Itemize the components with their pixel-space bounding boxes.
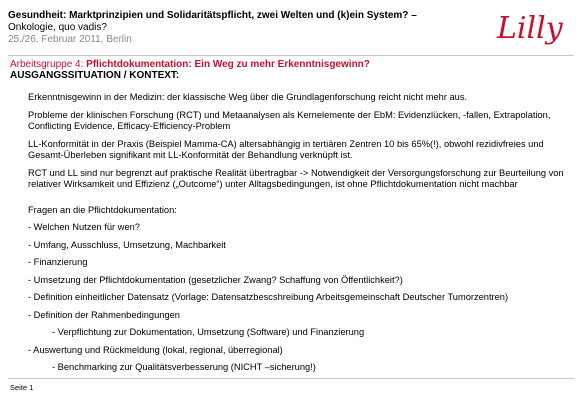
slide-header <box>8 10 488 46</box>
workgroup-prefix: Arbeitsgruppe 4: <box>10 59 87 70</box>
footer-divider <box>8 378 574 379</box>
question-subitem: - Verpflichtung zur Dokumentation, Umsetzung (Software) und Finanzierung <box>52 327 365 337</box>
question-item: - Auswertung und Rückmeldung (lokal, regional, überregional) <box>28 344 283 355</box>
situation-heading: AUSGANGSSITUATION / KONTEXT: <box>10 70 180 81</box>
workgroup-title: Pflichtdokumentation: Ein Weg zu mehr Erkenntnisgewinn? <box>86 59 370 70</box>
conference-subtitle: Onkologie, quo vadis? <box>8 22 107 33</box>
context-paragraph: LL-Konformität in der Praxis (Beispiel Mamma-CA) altersabhängig in tertiären Zentren 10 bis 65%(!), obwohl rezidivfreies und Gesamt-Überleben signifikant mit LL-Konformität der Behandlung verknüpft ist. <box>28 138 544 160</box>
question-item: - Definition einheitlicher Datensatz (Vorlage: Datensatzbescshreibung Arbeitsgemeinschaft Deutscher Tumorzentren) <box>28 292 509 302</box>
question-item: - Definition der Rahmenbedingungen <box>28 309 180 320</box>
question-subitem: - Benchmarking zur Qualitätsverbesserung (NICHT –sicherung!) <box>52 362 316 372</box>
questions-intro: Fragen an die Pflichtdokumentation: <box>28 204 177 215</box>
slide-body <box>28 92 568 380</box>
lilly-logo-text: Lilly <box>497 11 563 46</box>
question-item: - Umsetzung der Pflichtdokumentation (gesetzlicher Zwang? Schaffung von Öffentlichkeit?) <box>28 274 403 285</box>
header-divider <box>8 55 574 56</box>
page-number: Seite 1 <box>10 383 34 392</box>
conference-date: 25./26. Februar 2011, Berlin <box>8 34 132 45</box>
question-item: - Finanzierung <box>28 257 88 267</box>
question-item: - Umfang, Ausschluss, Umsetzung, Machbarkeit <box>28 239 226 250</box>
lilly-logo <box>493 6 573 48</box>
context-paragraph: RCT und LL sind nur begrenzt auf praktische Realität übertragbar -> Notwendigkeit der Versorgungsforschung zur Beurteilung von relativer Wirksamkeit und Effizienz („Outcome“) unter Alltagsbedingungen, ist ohne Pflichtdokumentation nicht machbar <box>28 167 564 189</box>
context-paragraph: Erkenntnisgewinn in der Medizin: der klassische Weg über die Grundlagenforschung reicht nicht mehr aus. <box>28 92 468 102</box>
question-item: - Welchen Nutzen für wen? <box>28 222 140 232</box>
context-paragraph: Probleme der klinischen Forschung (RCT) und Metaanalysen als Kernelemente der EbM: Evidenzlücken, -fallen, Extrapolation, Conflicting Evidence, Efficacy-Efficiency-Problem <box>28 109 551 131</box>
conference-title: Gesundheit: Marktprinzipien und Solidaritätspflicht, zwei Welten und (k)ein System? – <box>8 10 417 21</box>
